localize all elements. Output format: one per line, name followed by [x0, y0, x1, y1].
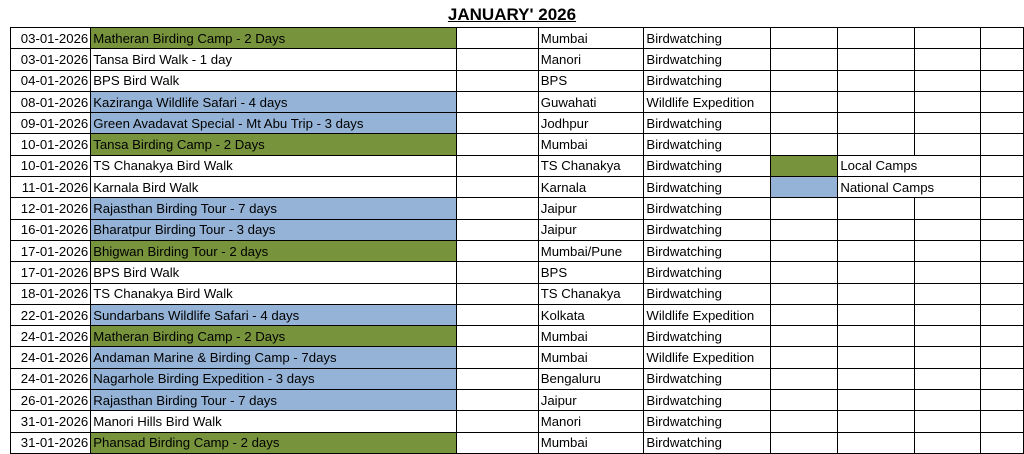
empty-cell[interactable]: [980, 240, 1023, 261]
event-cell[interactable]: Rajasthan Birding Tour - 7 days: [91, 390, 457, 411]
gap-cell[interactable]: [456, 113, 538, 134]
date-cell[interactable]: 26-01-2026: [11, 390, 91, 411]
gap-cell[interactable]: [456, 432, 538, 453]
gap-cell[interactable]: [456, 262, 538, 283]
table-row: [11, 155, 1024, 176]
location-cell[interactable]: Karnala: [538, 177, 644, 198]
empty-cell[interactable]: [980, 368, 1023, 389]
sheet-title: [0, 0, 1024, 27]
empty-cell[interactable]: [771, 91, 838, 112]
empty-cell[interactable]: [915, 219, 981, 240]
event-cell[interactable]: Matheran Birding Camp - 2 Days: [91, 28, 457, 49]
empty-cell[interactable]: [980, 411, 1023, 432]
category-cell[interactable]: Birdwatching: [644, 177, 771, 198]
date-cell[interactable]: 24-01-2026: [11, 326, 91, 347]
empty-cell[interactable]: [915, 262, 981, 283]
category-cell[interactable]: Wildlife Expedition: [644, 304, 771, 325]
empty-cell[interactable]: [915, 198, 981, 219]
empty-cell[interactable]: [980, 70, 1023, 91]
gap-cell[interactable]: [456, 411, 538, 432]
empty-cell[interactable]: [771, 113, 838, 134]
event-cell[interactable]: TS Chanakya Bird Walk: [91, 283, 457, 304]
location-cell[interactable]: BPS: [538, 262, 644, 283]
category-cell[interactable]: Birdwatching: [644, 219, 771, 240]
empty-cell[interactable]: [838, 28, 915, 49]
schedule-table: [10, 27, 1024, 454]
sheet-title-text: JANUARY' 2026: [447, 5, 577, 24]
table-row: [11, 347, 1024, 368]
empty-cell[interactable]: [980, 326, 1023, 347]
gap-cell[interactable]: [456, 91, 538, 112]
empty-cell[interactable]: [771, 70, 838, 91]
empty-cell[interactable]: [838, 134, 915, 155]
event-cell[interactable]: Phansad Birding Camp - 2 days: [91, 432, 457, 453]
gap-cell[interactable]: [456, 70, 538, 91]
location-cell[interactable]: Mumbai/Pune: [538, 240, 644, 261]
gap-cell[interactable]: [456, 155, 538, 176]
empty-cell[interactable]: [915, 347, 981, 368]
empty-cell[interactable]: [771, 240, 838, 261]
empty-cell[interactable]: [771, 219, 838, 240]
event-cell[interactable]: BPS Bird Walk: [91, 70, 457, 91]
category-cell[interactable]: Birdwatching: [644, 240, 771, 261]
empty-cell[interactable]: [980, 432, 1023, 453]
category-cell[interactable]: Birdwatching: [644, 49, 771, 70]
table-row: [11, 262, 1024, 283]
category-cell[interactable]: Birdwatching: [644, 368, 771, 389]
date-cell[interactable]: 09-01-2026: [11, 113, 91, 134]
empty-cell[interactable]: [915, 91, 981, 112]
date-cell[interactable]: 18-01-2026: [11, 283, 91, 304]
legend-label[interactable]: National Camps: [838, 177, 980, 198]
empty-cell[interactable]: [915, 49, 981, 70]
table-row: [11, 198, 1024, 219]
gap-cell[interactable]: [456, 368, 538, 389]
empty-cell[interactable]: [838, 368, 915, 389]
gap-cell[interactable]: [456, 326, 538, 347]
date-cell[interactable]: 17-01-2026: [11, 240, 91, 261]
date-cell[interactable]: 12-01-2026: [11, 198, 91, 219]
category-cell[interactable]: Birdwatching: [644, 432, 771, 453]
event-cell[interactable]: Bhigwan Birding Tour - 2 days: [91, 240, 457, 261]
gap-cell[interactable]: [456, 240, 538, 261]
table-row: [11, 91, 1024, 112]
date-cell[interactable]: 03-01-2026: [11, 28, 91, 49]
table-row: [11, 219, 1024, 240]
table-row: [11, 304, 1024, 325]
empty-cell[interactable]: [980, 304, 1023, 325]
empty-cell[interactable]: [838, 113, 915, 134]
location-cell[interactable]: TS Chanakya: [538, 283, 644, 304]
category-cell[interactable]: Wildlife Expedition: [644, 347, 771, 368]
national-legend-swatch[interactable]: [771, 177, 838, 198]
empty-cell[interactable]: [771, 347, 838, 368]
table-row: [11, 28, 1024, 49]
empty-cell[interactable]: [771, 411, 838, 432]
gap-cell[interactable]: [456, 198, 538, 219]
empty-cell[interactable]: [980, 113, 1023, 134]
event-cell[interactable]: Tansa Birding Camp - 2 Days: [91, 134, 457, 155]
legend-label[interactable]: Local Camps: [838, 155, 980, 176]
date-cell[interactable]: 22-01-2026: [11, 304, 91, 325]
gap-cell[interactable]: [456, 347, 538, 368]
event-cell[interactable]: Tansa Bird Walk - 1 day: [91, 49, 457, 70]
category-cell[interactable]: Wildlife Expedition: [644, 91, 771, 112]
gap-cell[interactable]: [456, 219, 538, 240]
location-cell[interactable]: Mumbai: [538, 134, 644, 155]
empty-cell[interactable]: [771, 28, 838, 49]
empty-cell[interactable]: [915, 283, 981, 304]
category-cell[interactable]: Birdwatching: [644, 28, 771, 49]
category-cell[interactable]: Birdwatching: [644, 198, 771, 219]
table-row: [11, 70, 1024, 91]
empty-cell[interactable]: [915, 432, 981, 453]
location-cell[interactable]: TS Chanakya: [538, 155, 644, 176]
category-cell[interactable]: Birdwatching: [644, 283, 771, 304]
empty-cell[interactable]: [915, 113, 981, 134]
empty-cell[interactable]: [771, 283, 838, 304]
empty-cell[interactable]: [915, 368, 981, 389]
gap-cell[interactable]: [456, 28, 538, 49]
event-cell[interactable]: Rajasthan Birding Tour - 7 days: [91, 198, 457, 219]
location-cell[interactable]: Kolkata: [538, 304, 644, 325]
category-cell[interactable]: Birdwatching: [644, 70, 771, 91]
empty-cell[interactable]: [915, 240, 981, 261]
empty-cell[interactable]: [838, 347, 915, 368]
empty-cell[interactable]: [838, 70, 915, 91]
category-cell[interactable]: Birdwatching: [644, 113, 771, 134]
event-cell[interactable]: TS Chanakya Bird Walk: [91, 155, 457, 176]
empty-cell[interactable]: [838, 411, 915, 432]
table-row: [11, 240, 1024, 261]
event-cell[interactable]: Karnala Bird Walk: [91, 177, 457, 198]
empty-cell[interactable]: [838, 390, 915, 411]
event-cell[interactable]: Andaman Marine & Birding Camp - 7days: [91, 347, 457, 368]
location-cell[interactable]: Manori: [538, 411, 644, 432]
location-cell[interactable]: Mumbai: [538, 28, 644, 49]
empty-cell[interactable]: [838, 326, 915, 347]
table-row: [11, 177, 1024, 198]
empty-cell[interactable]: [980, 198, 1023, 219]
table-row: [11, 49, 1024, 70]
empty-cell[interactable]: [915, 326, 981, 347]
event-cell[interactable]: Manori Hills Bird Walk: [91, 411, 457, 432]
empty-cell[interactable]: [980, 283, 1023, 304]
empty-cell[interactable]: [915, 411, 981, 432]
empty-cell[interactable]: [915, 70, 981, 91]
table-row: [11, 411, 1024, 432]
location-cell[interactable]: Jaipur: [538, 390, 644, 411]
empty-cell[interactable]: [771, 262, 838, 283]
event-cell[interactable]: Nagarhole Birding Expedition - 3 days: [91, 368, 457, 389]
empty-cell[interactable]: [838, 262, 915, 283]
empty-cell[interactable]: [771, 49, 838, 70]
table-row: [11, 368, 1024, 389]
event-cell[interactable]: Bharatpur Birding Tour - 3 days: [91, 219, 457, 240]
date-cell[interactable]: 03-01-2026: [11, 49, 91, 70]
empty-cell[interactable]: [771, 390, 838, 411]
empty-cell[interactable]: [980, 91, 1023, 112]
empty-cell[interactable]: [980, 177, 1023, 198]
category-cell[interactable]: Birdwatching: [644, 262, 771, 283]
empty-cell[interactable]: [838, 304, 915, 325]
date-cell[interactable]: 31-01-2026: [11, 432, 91, 453]
date-cell[interactable]: 10-01-2026: [11, 134, 91, 155]
empty-cell[interactable]: [915, 28, 981, 49]
location-cell[interactable]: Manori: [538, 49, 644, 70]
empty-cell[interactable]: [915, 390, 981, 411]
empty-cell[interactable]: [771, 304, 838, 325]
empty-cell[interactable]: [838, 240, 915, 261]
local-legend-swatch[interactable]: [771, 155, 838, 176]
date-cell[interactable]: 24-01-2026: [11, 368, 91, 389]
date-cell[interactable]: 08-01-2026: [11, 91, 91, 112]
date-cell[interactable]: 16-01-2026: [11, 219, 91, 240]
date-cell[interactable]: 24-01-2026: [11, 347, 91, 368]
event-cell[interactable]: BPS Bird Walk: [91, 262, 457, 283]
table-row: [11, 283, 1024, 304]
category-cell[interactable]: Birdwatching: [644, 155, 771, 176]
gap-cell[interactable]: [456, 134, 538, 155]
date-cell[interactable]: 11-01-2026: [11, 177, 91, 198]
table-row: [11, 390, 1024, 411]
empty-cell[interactable]: [980, 390, 1023, 411]
category-cell[interactable]: Birdwatching: [644, 411, 771, 432]
gap-cell[interactable]: [456, 49, 538, 70]
table-row: [11, 134, 1024, 155]
category-cell[interactable]: Birdwatching: [644, 326, 771, 347]
empty-cell[interactable]: [771, 432, 838, 453]
category-cell[interactable]: Birdwatching: [644, 390, 771, 411]
empty-cell[interactable]: [980, 28, 1023, 49]
empty-cell[interactable]: [771, 198, 838, 219]
empty-cell[interactable]: [771, 134, 838, 155]
location-cell[interactable]: Jaipur: [538, 219, 644, 240]
empty-cell[interactable]: [980, 262, 1023, 283]
location-cell[interactable]: Guwahati: [538, 91, 644, 112]
table-row: [11, 432, 1024, 453]
category-cell[interactable]: Birdwatching: [644, 134, 771, 155]
empty-cell[interactable]: [980, 347, 1023, 368]
empty-cell[interactable]: [980, 134, 1023, 155]
empty-cell[interactable]: [915, 134, 981, 155]
empty-cell[interactable]: [980, 49, 1023, 70]
location-cell[interactable]: Mumbai: [538, 326, 644, 347]
empty-cell[interactable]: [980, 219, 1023, 240]
event-cell[interactable]: Kaziranga Wildlife Safari - 4 days: [91, 91, 457, 112]
date-cell[interactable]: 10-01-2026: [11, 155, 91, 176]
location-cell[interactable]: BPS: [538, 70, 644, 91]
date-cell[interactable]: 04-01-2026: [11, 70, 91, 91]
location-cell[interactable]: Bengaluru: [538, 368, 644, 389]
gap-cell[interactable]: [456, 177, 538, 198]
empty-cell[interactable]: [771, 368, 838, 389]
date-cell[interactable]: 31-01-2026: [11, 411, 91, 432]
location-cell[interactable]: Mumbai: [538, 347, 644, 368]
location-cell[interactable]: Jaipur: [538, 198, 644, 219]
event-cell[interactable]: Sundarbans Wildlife Safari - 4 days: [91, 304, 457, 325]
table-row: [11, 113, 1024, 134]
gap-cell[interactable]: [456, 390, 538, 411]
table-row: [11, 326, 1024, 347]
empty-cell[interactable]: [915, 304, 981, 325]
event-cell[interactable]: Green Avadavat Special - Mt Abu Trip - 3 days: [91, 113, 457, 134]
empty-cell[interactable]: [980, 155, 1023, 176]
gap-cell[interactable]: [456, 304, 538, 325]
empty-cell[interactable]: [838, 91, 915, 112]
empty-cell[interactable]: [838, 198, 915, 219]
gap-cell[interactable]: [456, 283, 538, 304]
empty-cell[interactable]: [838, 219, 915, 240]
empty-cell[interactable]: [838, 432, 915, 453]
location-cell[interactable]: Mumbai: [538, 432, 644, 453]
empty-cell[interactable]: [771, 326, 838, 347]
date-cell[interactable]: 17-01-2026: [11, 262, 91, 283]
empty-cell[interactable]: [838, 49, 915, 70]
location-cell[interactable]: Jodhpur: [538, 113, 644, 134]
event-cell[interactable]: Matheran Birding Camp - 2 Days: [91, 326, 457, 347]
empty-cell[interactable]: [838, 283, 915, 304]
